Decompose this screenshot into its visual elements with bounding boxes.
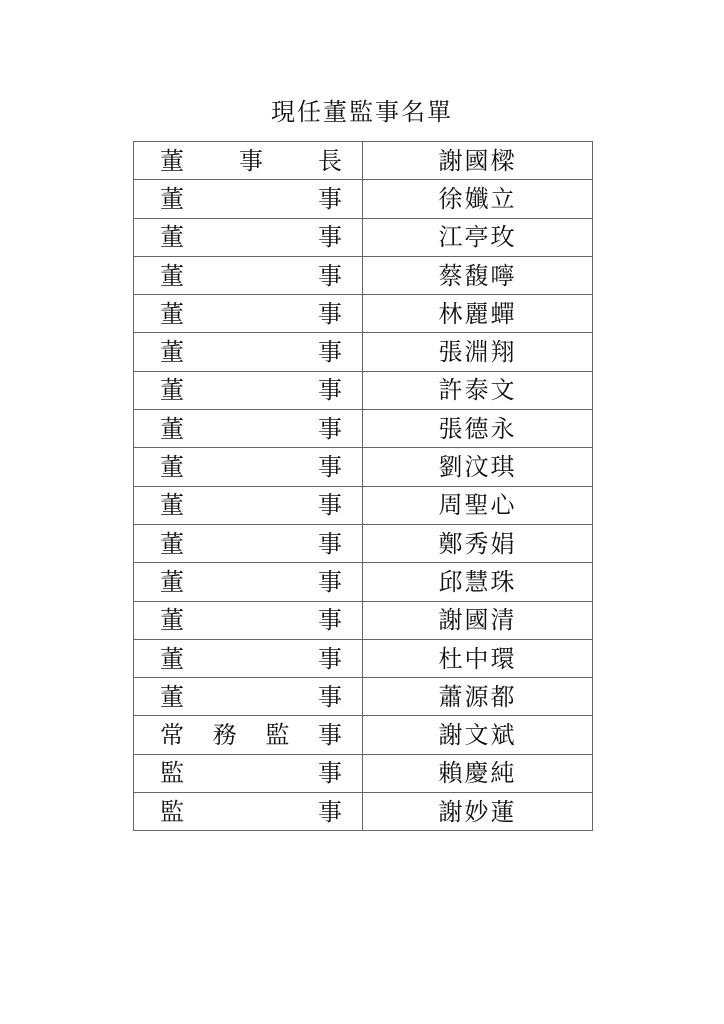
table-row: [134, 639, 593, 677]
member-name: 杜中環: [363, 639, 593, 677]
position-char: 事: [318, 606, 342, 635]
position-char: 務: [212, 721, 237, 750]
table-row: [134, 678, 593, 716]
member-name: 謝文斌: [363, 716, 593, 754]
member-name: 張德永: [363, 410, 593, 448]
position-char: 事: [317, 721, 342, 750]
position-char: 事: [318, 759, 342, 788]
position-title: [134, 682, 362, 711]
position-cell: [134, 524, 363, 562]
position-char: 董: [160, 529, 184, 558]
position-char: 董: [160, 644, 184, 673]
member-name: 許泰文: [363, 371, 593, 409]
position-title: [134, 184, 362, 213]
position-char: 監: [265, 721, 290, 750]
position-title: [134, 414, 362, 443]
table-row: [134, 295, 593, 333]
position-char: 董: [160, 299, 184, 328]
member-name: 謝國樑: [363, 142, 593, 180]
position-char: 長: [318, 146, 342, 175]
table-row: [134, 601, 593, 639]
position-char: 董: [160, 567, 184, 596]
member-name: 周聖心: [363, 486, 593, 524]
position-char: 董: [160, 146, 184, 175]
position-char: 董: [160, 491, 184, 520]
member-name: 劉汶琪: [363, 448, 593, 486]
member-name: 邱慧珠: [363, 563, 593, 601]
position-title: [134, 567, 362, 596]
member-name: 張淵翔: [363, 333, 593, 371]
position-title: [134, 606, 362, 635]
position-char: 監: [160, 797, 184, 826]
table-row: [134, 524, 593, 562]
position-cell: [134, 754, 363, 792]
position-title: [134, 223, 362, 252]
board-roster-table: [133, 141, 593, 831]
table-row: [134, 793, 593, 831]
position-title: [134, 644, 362, 673]
position-cell: [134, 256, 363, 294]
position-title: [134, 797, 362, 826]
position-char: 董: [160, 223, 184, 252]
position-cell: [134, 333, 363, 371]
position-char: 董: [160, 414, 184, 443]
position-char: 事: [318, 414, 342, 443]
table-row: [134, 716, 593, 754]
member-name: 林麗蟬: [363, 295, 593, 333]
position-char: 事: [318, 529, 342, 558]
position-title: [134, 261, 362, 290]
document-title: 現任董監事名單: [271, 98, 453, 126]
position-cell: [134, 601, 363, 639]
position-cell: [134, 142, 363, 180]
table-row: [134, 218, 593, 256]
position-title: [134, 491, 362, 520]
position-char: 事: [239, 146, 263, 175]
position-char: 事: [318, 682, 342, 711]
position-char: 董: [160, 682, 184, 711]
position-cell: [134, 371, 363, 409]
position-cell: [134, 218, 363, 256]
table-row: [134, 142, 593, 180]
member-name: 江亭玫: [363, 218, 593, 256]
position-char: 事: [318, 299, 342, 328]
position-char: 事: [318, 453, 342, 482]
table-row: [134, 256, 593, 294]
position-cell: [134, 639, 363, 677]
table-row: [134, 563, 593, 601]
position-cell: [134, 793, 363, 831]
position-char: 事: [318, 184, 342, 213]
position-char: 事: [318, 491, 342, 520]
position-char: 事: [318, 261, 342, 290]
table-row: [134, 486, 593, 524]
position-char: 監: [160, 759, 184, 788]
position-char: 事: [318, 644, 342, 673]
position-char: 事: [318, 376, 342, 405]
position-char: 董: [160, 184, 184, 213]
position-title: [134, 529, 362, 558]
position-title: [134, 146, 362, 175]
member-name: 賴慶純: [363, 754, 593, 792]
member-name: 徐孅立: [363, 180, 593, 218]
position-char: 常: [160, 721, 184, 750]
member-name: 謝妙蓮: [363, 793, 593, 831]
member-name: 謝國清: [363, 601, 593, 639]
position-cell: [134, 486, 363, 524]
position-title: [134, 759, 362, 788]
position-char: 事: [318, 797, 342, 826]
position-title: [134, 376, 362, 405]
roster-body: [134, 142, 593, 831]
position-char: 事: [318, 567, 342, 596]
position-cell: [134, 410, 363, 448]
position-cell: [134, 448, 363, 486]
table-row: [134, 371, 593, 409]
position-char: 董: [160, 606, 184, 635]
position-cell: [134, 716, 363, 754]
table-row: [134, 410, 593, 448]
position-title: [134, 721, 362, 750]
member-name: 蔡馥嚀: [363, 256, 593, 294]
position-title: [134, 453, 362, 482]
position-char: 董: [160, 453, 184, 482]
table-row: [134, 180, 593, 218]
position-char: 董: [160, 376, 184, 405]
position-cell: [134, 563, 363, 601]
member-name: 蕭源都: [363, 678, 593, 716]
position-cell: [134, 295, 363, 333]
position-char: 事: [318, 338, 342, 367]
position-char: 董: [160, 338, 184, 367]
position-char: 事: [318, 223, 342, 252]
position-cell: [134, 180, 363, 218]
position-cell: [134, 678, 363, 716]
member-name: 鄭秀娟: [363, 524, 593, 562]
position-title: [134, 338, 362, 367]
position-char: 董: [160, 261, 184, 290]
table-row: [134, 333, 593, 371]
table-row: [134, 448, 593, 486]
table-row: [134, 754, 593, 792]
position-title: [134, 299, 362, 328]
